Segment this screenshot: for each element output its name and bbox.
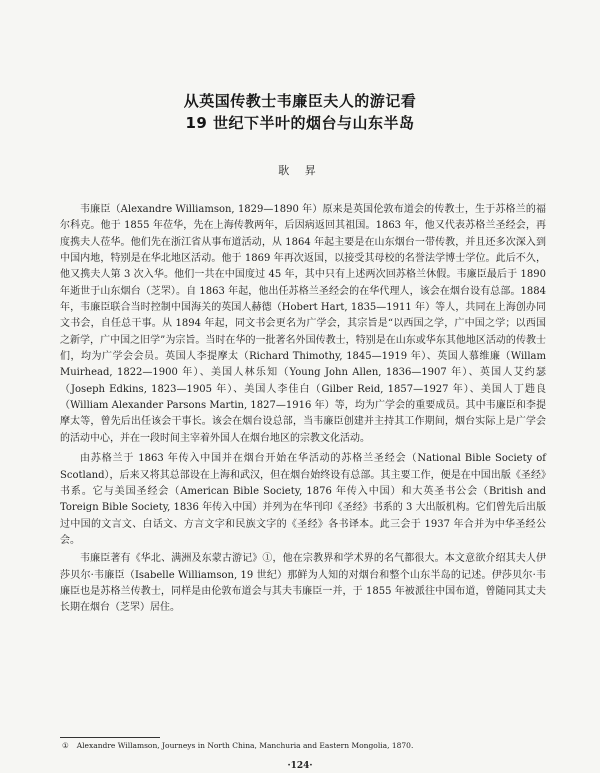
footnote [62, 741, 542, 751]
author-name: 耿 昇 [278, 164, 322, 177]
paragraph-1: 韦廉臣（Alexandre Williamson, 1829—1890 年）原来是英国伦敦布道会的传教士，生于苏格兰的福尔科克。他于 1855 年莅华，先在上海传教两年，后因病返回其祖国。1863 年，他又代表苏格兰圣经会，再度携夫人莅华。他们先在浙江省从事布道活动，从 1864 年起主要是在山东烟台一带传教，并且还多次深入到中国内地，特别是在华北地区活动。他于 1869 年再次返国，以接受其母校的名誉法学博士学位。此后不久，他又携夫人第 3 次入华。他们一共在中国度过 45 年，其中只有上述两次回苏格兰休假。韦廉臣最后于 1890 年逝世于山东烟台（芝罘）。自 1863 年起，他出任苏格兰圣经会的在华代理人，该会在烟台设有总部。1884 年，韦廉臣联合当时控制中国海关的英国人赫德（Hobert Hart, 1835—1911 年）等人，共同在上海创办同文书会，自任总干事。从 1894 年起，同文书会更名为广学会，其宗旨是“以西国之学，广中国之学；以西国之新学，广中国之旧学”为宗旨。当时在华的一批著名外国传教士，特别是在山东或华东其他地区活动的传教士们，均为广学会会员。英国人李提摩太（Richard Thimothy, 1845—1919 年）、英国人慕维廉（Willam Muirhead, 1822—1900 年）、美国人林乐知（Young John Allen, 1836—1907 年）、英国人艾约瑟（Joseph Edkins, 1823—1905 年）、美国人李佳白（Gilber Reid, 1857—1927 年）、美国人丁韪良（William Alexander Parsons Martin, 1827—1916 年）等，均为广学会的重要成员。其中韦廉臣和李提摩太等，曾先后出任该会干事长。该会在烟台设总部，当韦廉臣创建并主持其工作期间，烟台实际上是广学会的活动中心，并在一段时间主宰着外国人在烟台地区的宗教文化活动。 [60, 204, 546, 444]
article-title-line-1: 从英国传教士韦廉臣夫人的游记看 [183, 92, 417, 110]
paragraph-3: 韦廉臣著有《华北、满洲及东蒙古游记》①，他在宗教界和学术界的名气都很大。本文意欲介绍其夫人伊莎贝尔·韦廉臣（Isabelle Williamson, 19 世纪）那鲜为人知的对烟台和整个山东半岛的记述。伊莎贝尔·韦廉臣也是苏格兰传教士，同样是由伦敦布道会与其夫韦廉臣一并，于 1855 年被派往中国布道，曾随同其丈夫长期在烟台（芝罘）居住。 [60, 553, 546, 614]
footnote-text: Alexandre Willamson, Journeys in North China, Manchuria and Eastern Mongolia, 1870. [76, 741, 414, 750]
footnote-mark: ① [62, 741, 69, 750]
paragraph-2: 由苏格兰于 1863 年传入中国并在烟台开始在华活动的苏格兰圣经会（National Bible Society of Scotland），后来又将其总部设在上海和武汉，但在烟台始终设有总部。其主要工作，便是在中国出版《圣经》书系。它与美国圣经会（American Bible Society, 1876 年传入中国）和大英圣书公会（British and Toreign Bible Society, 1836 年传入中国）并列为在华刊印《圣经》书系的 3 大出版机构。它们曾先后出版过中国的文言文、白话文、方言文字和民族文字的《圣经》各书译本。此三会于 1937 年合并为中华圣经公会。 [60, 453, 546, 546]
article-body [60, 202, 546, 617]
article-title-line-2: 19 世纪下半叶的烟台与山东半岛 [185, 114, 415, 132]
page-number: ·124· [287, 761, 313, 771]
footnote-divider [60, 737, 160, 738]
